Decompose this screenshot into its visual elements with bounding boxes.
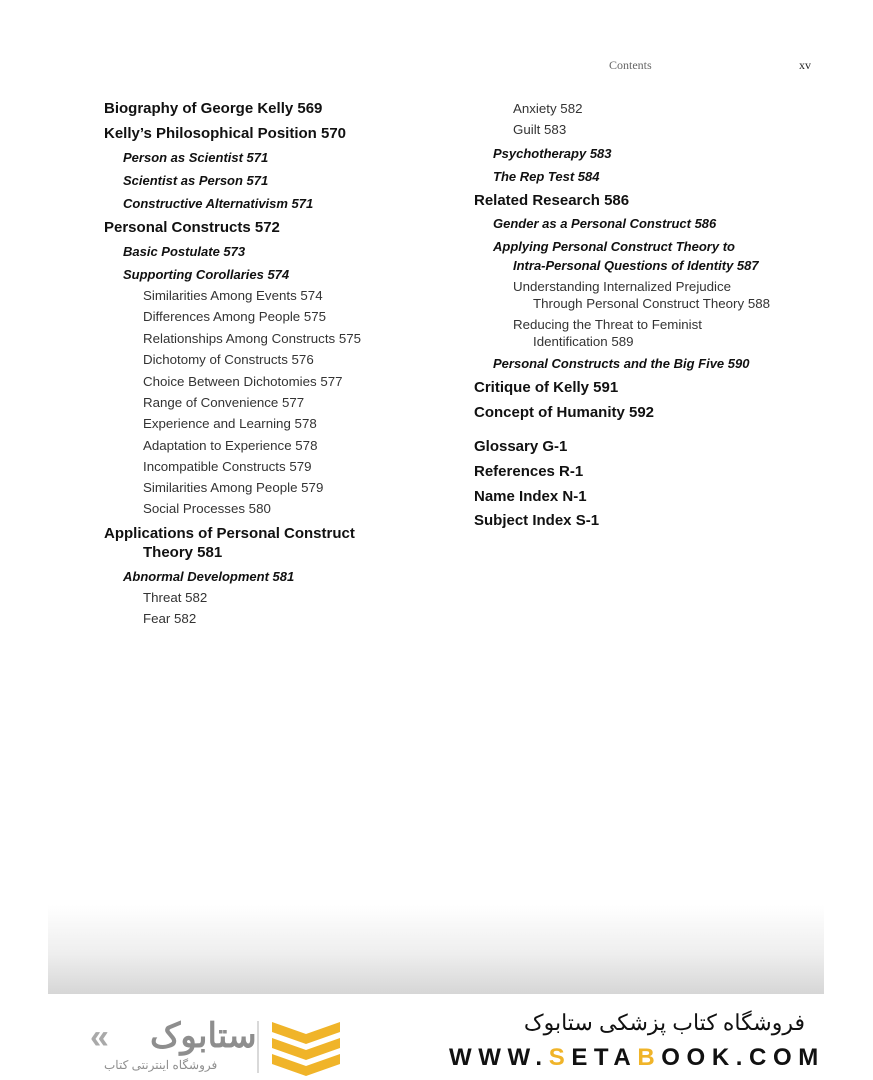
page-bottom-shadow	[48, 905, 824, 994]
toc-entry-wrapped	[493, 237, 759, 275]
toc-entry: Subject Index S-1	[474, 512, 600, 529]
toc-entry-line: Theory 581	[143, 544, 223, 561]
shop-name: فروشگاه کتاب پزشکی ستابوک	[523, 1010, 805, 1035]
toc-entry: Range of Convenience 577	[143, 395, 305, 410]
toc-entry-line: Intra-Personal Questions of Identity 587	[513, 258, 759, 273]
url-part: ETA	[571, 1044, 638, 1071]
toc-entry: Differences Among People 575	[143, 309, 327, 324]
toc-entry: Supporting Corollaries 574	[123, 267, 290, 282]
toc-entry: Abnormal Development 581	[123, 569, 295, 584]
toc-entry: Personal Constructs and the Big Five 590	[493, 356, 750, 371]
toc-entry: Kelly’s Philosophical Position 570	[104, 125, 347, 142]
url-part: OOK.COM	[661, 1044, 825, 1071]
toc-entry: Dichotomy of Constructs 576	[143, 352, 314, 367]
toc-entry: Gender as a Personal Construct 586	[493, 216, 717, 231]
toc-entry: Name Index N-1	[474, 488, 587, 505]
logo-divider	[257, 1021, 259, 1073]
toc-entry: The Rep Test 584	[493, 169, 600, 184]
toc-entry: Similarities Among Events 574	[143, 288, 323, 303]
toc-entry-line: Identification 589	[533, 334, 634, 349]
toc-entry: Fear 582	[143, 611, 197, 626]
toc-entry: Guilt 583	[513, 122, 567, 137]
toc-entry: Scientist as Person 571	[123, 173, 269, 188]
toc-entry-wrapped	[513, 316, 702, 350]
toc-entry-line: Reducing the Threat to Feminist	[513, 317, 702, 332]
toc-entry: Similarities Among People 579	[143, 480, 324, 495]
book-stack-icon	[268, 1018, 344, 1076]
toc-entry: Basic Postulate 573	[123, 244, 246, 259]
toc-entry: Adaptation to Experience 578	[143, 438, 318, 453]
toc-entry: Social Processes 580	[143, 501, 271, 516]
toc-entry: Constructive Alternativism 571	[123, 196, 314, 211]
toc-entry: Relationships Among Constructs 575	[143, 331, 362, 346]
toc-entry: Experience and Learning 578	[143, 416, 317, 431]
url-part-highlight: S	[548, 1044, 572, 1071]
toc-entry-wrapped	[104, 524, 355, 562]
header-page-number: xv	[799, 58, 811, 72]
shop-url-link[interactable]	[449, 1044, 825, 1072]
toc-entry: Person as Scientist 571	[123, 150, 269, 165]
toc-entry-wrapped	[513, 278, 770, 312]
toc-entry: Threat 582	[143, 590, 208, 605]
toc-entry-line: Understanding Internalized Prejudice	[513, 279, 732, 294]
toc-entry: Concept of Humanity 592	[474, 404, 655, 421]
toc-entry: Related Research 586	[474, 192, 630, 209]
toc-entry-line: Through Personal Construct Theory 588	[533, 296, 771, 311]
logo-chevrons-icon: «	[90, 1018, 101, 1056]
toc-entry-line: Applying Personal Construct Theory to	[493, 239, 735, 254]
url-part: WWW.	[449, 1044, 549, 1071]
toc-entry: Choice Between Dichotomies 577	[143, 374, 343, 389]
toc-entry: Personal Constructs 572	[104, 219, 280, 236]
toc-entry: Psychotherapy 583	[493, 146, 612, 161]
toc-entry: Critique of Kelly 591	[474, 379, 619, 396]
logo-subtitle: فروشگاه اینترنتی کتاب	[104, 1058, 218, 1072]
toc-entry: Biography of George Kelly 569	[104, 100, 323, 117]
toc-entry: Incompatible Constructs 579	[143, 459, 312, 474]
toc-entry: Anxiety 582	[513, 101, 583, 116]
header-section-title: Contents	[609, 58, 652, 72]
logo-wordmark: ستابوک	[150, 1017, 257, 1055]
toc-entry: References R-1	[474, 463, 584, 480]
url-part-highlight: B	[637, 1044, 662, 1071]
toc-entry: Glossary G-1	[474, 438, 568, 455]
toc-entry-line: Applications of Personal Construct	[104, 525, 355, 542]
